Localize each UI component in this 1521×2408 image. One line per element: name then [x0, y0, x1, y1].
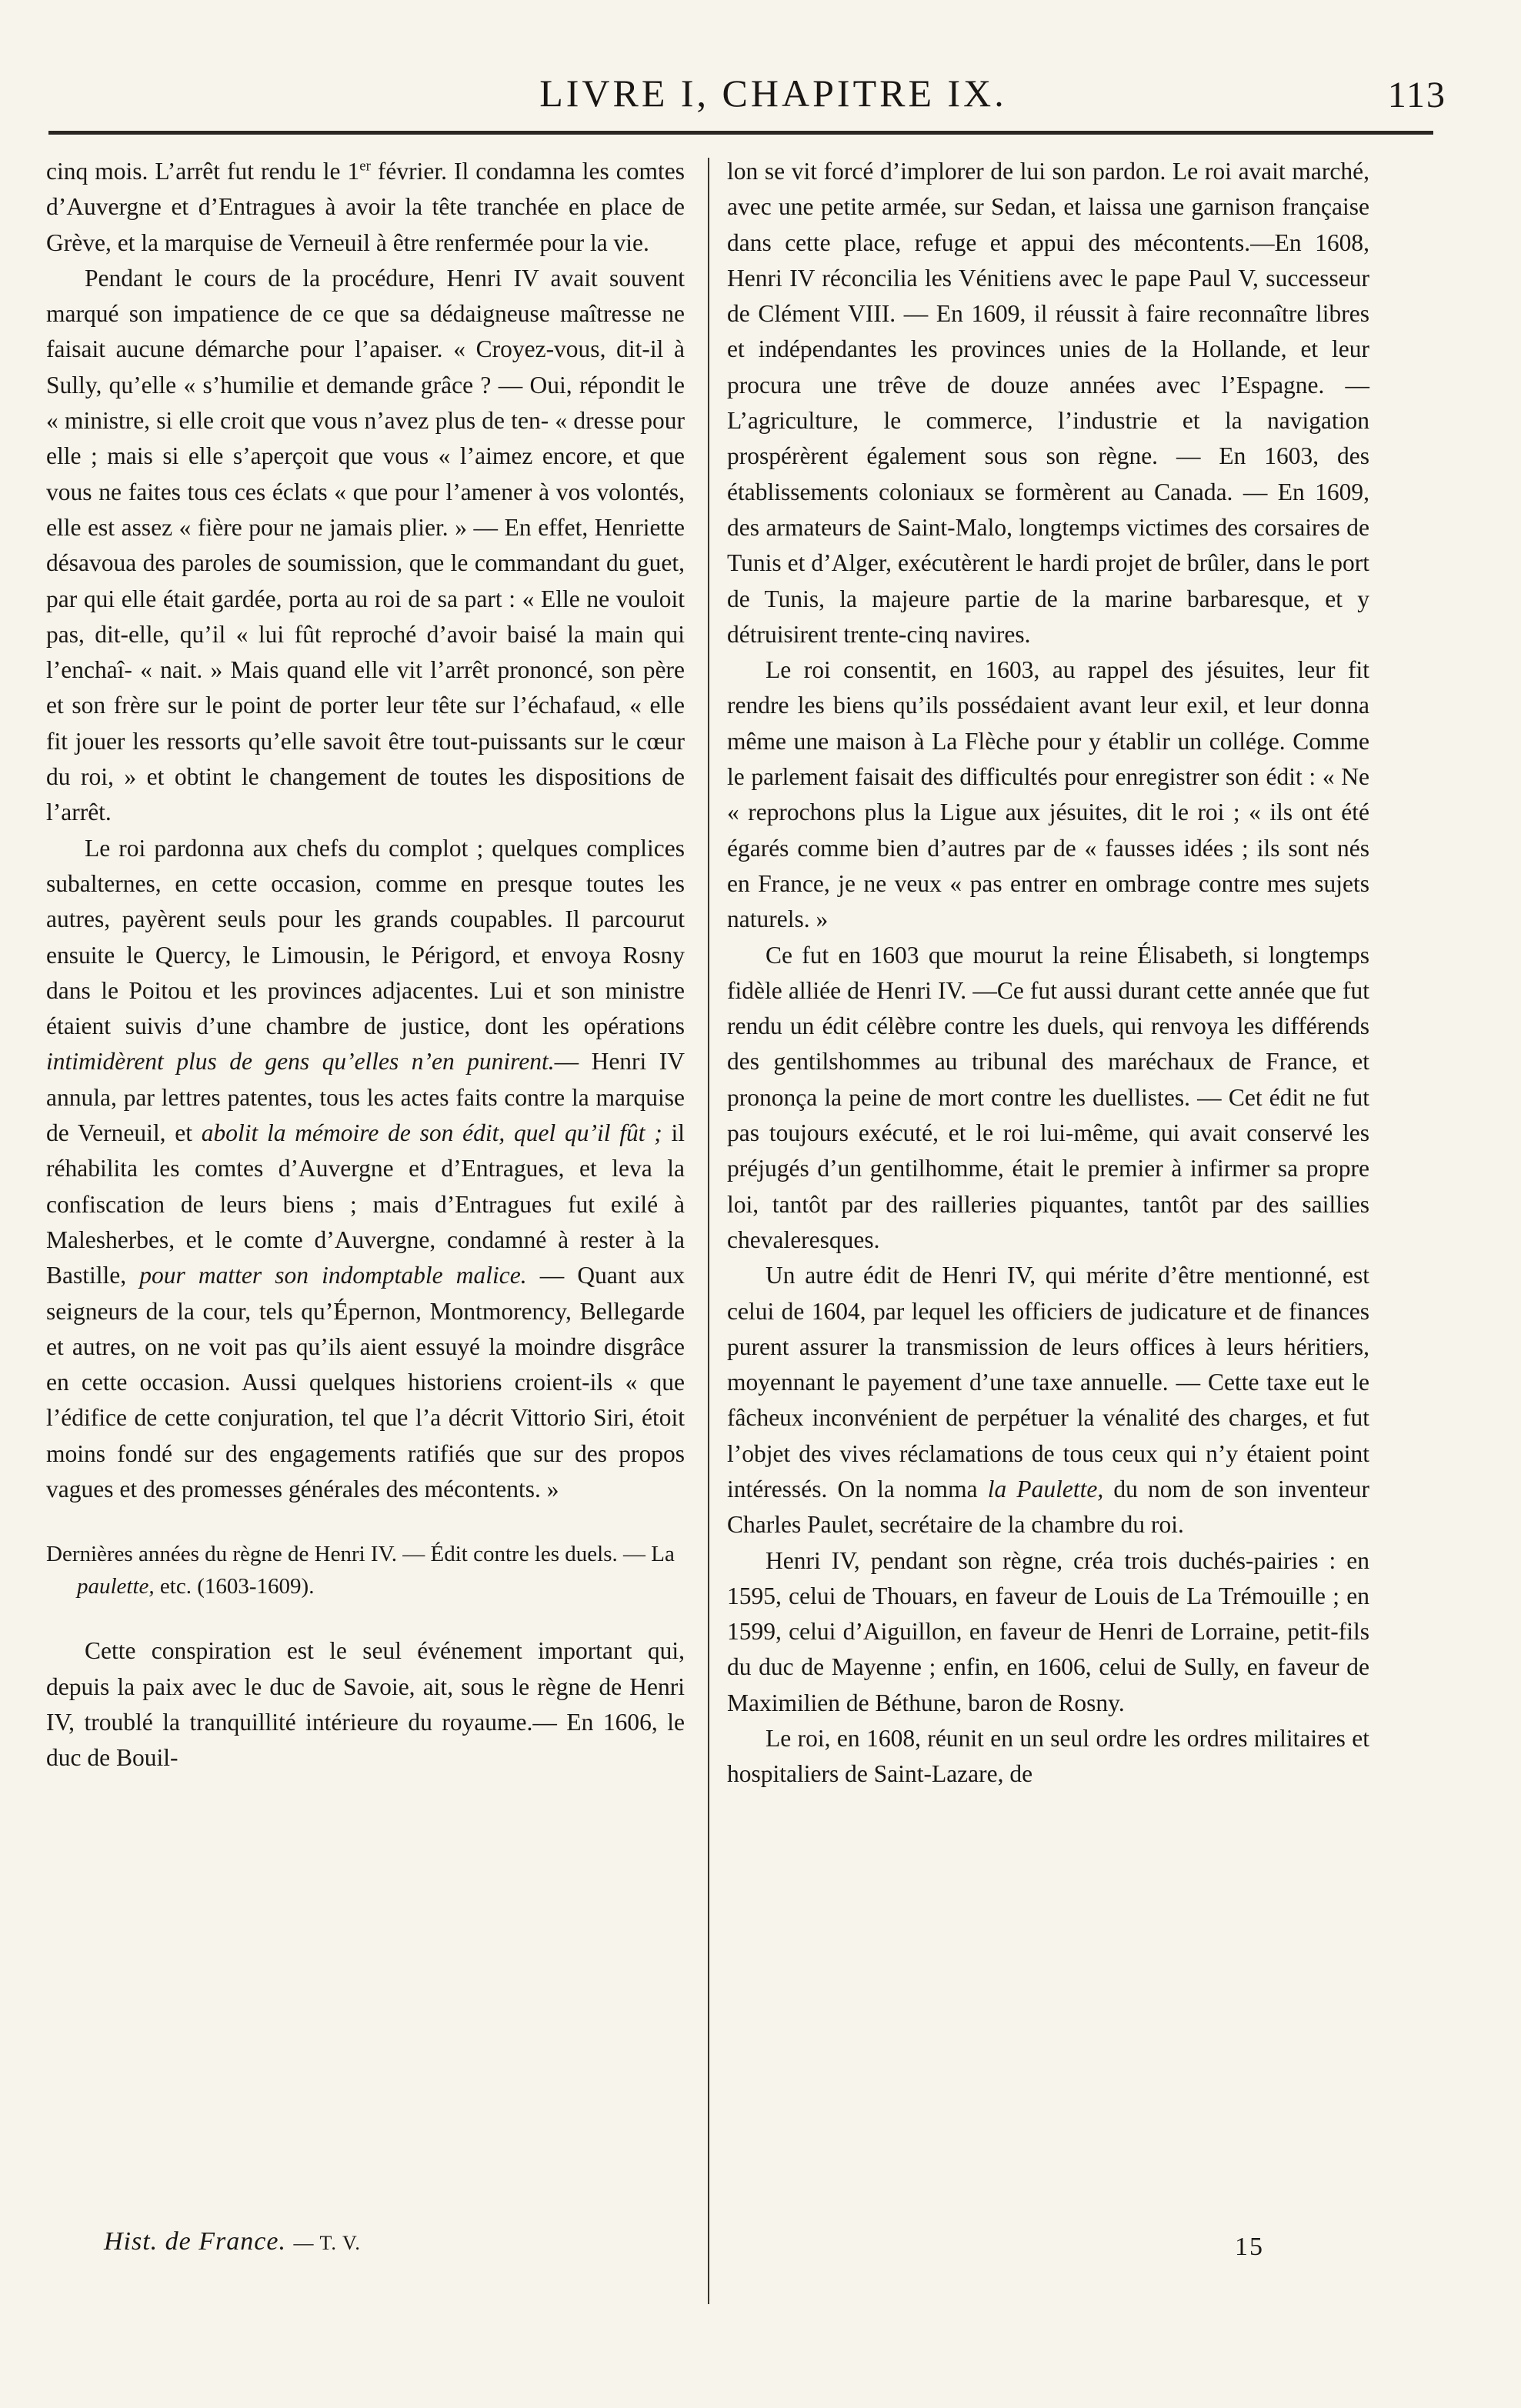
paragraph: Le roi pardonna aux chefs du complot ; quelques complices subalternes, en cette occasion, comme en presque toutes les autres, payèrent seuls pour les grands coupables. Il parcourut ensuite le Quercy, le Limousin, le Périgord, et envoya Rosny dans le Poitou et les provinces adjacentes. Lui et son ministre étaient suivis d’une chambre de justice, dont les opérations intimidèrent plus de gens qu’elles n’en punirent.— Henri IV annula, par lettres patentes, tous les actes faits contre la marquise de Verneuil, et abolit la mémoire de son édit, quel qu’il fût ; il réhabilita les comtes d’Auvergne et d’Entragues, et leva la confiscation de leurs biens ; mais d’Entragues fut exilé à Malesherbes, et le comte d’Auvergne, condamné à rester à la Bastille, pour matter son indomptable malice. — Quant aux seigneurs de la cour, tels qu’Épernon, Montmorency, Bellegarde et autres, on ne voit pas qu’ils aient essuyé la moindre disgrâce en cette occasion. Aussi quelques historiens croient-ils « que l’édifice de cette conjuration, tel que l’a décrit Vittorio Siri, étoit moins fondé sur des engagements ratifiés que sur des propos vagues et des promesses générales des mécontents. »	[46, 834, 685, 1502]
paragraph: Le roi, en 1608, réunit en un seul ordre les ordres militaires et hospitaliers de Saint-Lazare, de	[727, 1725, 1369, 1788]
paragraph: Cette conspiration est le seul événement important qui, depuis la paix avec le duc de Savoie, ait, sous le règne de Henri IV, troublé la tranquillité intérieure du royaume.— En 1606, le duc de Bouil-	[46, 1637, 685, 1772]
signature-mark: 15	[1235, 2233, 1264, 2261]
paragraph: Henri IV, pendant son règne, créa trois duchés-pairies : en 1595, celui de Thouars, en faveur de Louis de La Trémouille ; en 1599, celui d’Aiguillon, en faveur de Henri de Lorraine, petit-fils du duc de Mayenne ; enfin, en 1606, celui de Sully, en faveur de Maximilien de Béthune, baron de Rosny.	[727, 1546, 1369, 1716]
section-heading: Dernières années du règne de Henri IV. — Édit contre les duels. — La paulette, etc. (1603-1609).	[46, 1542, 675, 1599]
paragraph: Ce fut en 1603 que mourut la reine Élisabeth, si longtemps fidèle alliée de Henri IV. —Ce fut aussi durant cette année que fut rendu un édit célèbre contre les duels, qui renvoya les différends des gentilshommes au tribunal des maréchaux de France, et prononça la peine de mort contre les duellistes. — Cet édit ne fut pas toujours exécuté, et le roi lui-même, qui avait conservé les préjugés d’un gentilhomme, était le premier à infirmer sa propre loi, tantôt par des railleries piquantes, tantôt par des saillies chevaleresques.	[727, 941, 1369, 1253]
left-column	[46, 154, 685, 1776]
column-rule	[708, 158, 709, 2304]
running-head	[46, 71, 1462, 125]
running-title: LIVRE I, CHAPITRE IX.	[539, 72, 1007, 115]
paragraph: lon se vit forcé d’implorer de lui son pardon. Le roi avait marché, avec une petite armée, sur Sedan, et laissa une garnison française dans cette place, refuge et appui des mécontents.—En 1608, Henri IV réconcilia les Vénitiens avec le pape Paul V, successeur de Clément VIII. — En 1609, il réussit à faire reconnaître libres et indépendantes les provinces unies de la Hollande, et leur procura une trêve de douze années avec l’Espagne. — L’agriculture, le commerce, l’industrie et la navigation prospérèrent également sous son règne. — En 1603, des établissements coloniaux se formèrent au Canada. — En 1609, des armateurs de Saint-Malo, longtemps victimes des corsaires de Tunis et d’Alger, exécutèrent le hardi projet de brûler, dans le port de Tunis, la majeure partie de la marine barbaresque, et y détruisirent trente-cinq navires.	[727, 158, 1369, 648]
footer-note: Hist. de France. — T. V.	[104, 2227, 361, 2256]
paragraph: Le roi consentit, en 1603, au rappel des jésuites, leur fit rendre les biens qu’ils possédaient avant leur exil, et leur donna même une maison à La Flèche pour y établir un collége. Comme le parlement faisait des difficultés pour enregistrer son édit : « Ne « reprochons plus la Ligue aux jésuites, dit le roi ; « ils ont été égarés comme bien d’autres par de « fausses idées ; ils sont nés en France, je ne veux « pas entrer en ombrage contre mes sujets naturels. »	[727, 656, 1369, 933]
right-column	[727, 154, 1369, 1793]
page-number: 113	[1387, 75, 1446, 115]
paragraph: Un autre édit de Henri IV, qui mérite d’être mentionné, est celui de 1604, par lequel les officiers de judicature et de finances purent assurer la transmission de leurs offices à leurs héritiers, moyennant le payement d’une taxe annuelle. — Cette taxe eut le fâcheux inconvénient de perpétuer la vénalité des charges, et fut l’objet des vives réclamations de tous ceux qui n’y étaient point intéressés. On la nomma la Paulette, du nom de son inventeur Charles Paulet, secrétaire de la chambre du roi.	[727, 1262, 1369, 1539]
paragraph: cinq mois. L’arrêt fut rendu le 1er février. Il condamna les comtes d’Auvergne et d’Entragues à avoir la tête tranchée en place de Grève, et la marquise de Verneuil à être renfermée pour la vie.	[46, 158, 685, 256]
header-rule	[48, 131, 1433, 135]
paragraph: Pendant le cours de la procédure, Henri IV avait souvent marqué son impatience de ce que sa dédaigneuse maîtresse ne faisait aucune démarche pour l’apaiser. « Croyez-vous, dit-il à Sully, qu’elle « s’humilie et demande grâce ? — Oui, répondit le « ministre, si elle croit que vous n’avez plus de ten- « dresse pour elle ; mais si elle s’aperçoit que vous « l’aimez encore, et que vous ne faites tous ces éclats « que pour l’amener à vos volontés, elle est assez « fière pour ne jamais plier. » — En effet, Henriette désavoua des paroles de soumission, que le commandant du guet, par qui elle était gardée, porta au roi de sa part : « Elle ne vouloit pas, dit-elle, qu’il « lui fût reproché d’avoir baisé la main qui l’enchaî- « nait. » Mais quand elle vit l’arrêt prononcé, son père et son frère sur le point de porter leur tête sur l’échafaud, « elle fit jouer les ressorts qu’elle savoit être tout-puissants sur le cœur du roi, » et obtint le changement de toutes les dispositions de l’arrêt.	[46, 264, 685, 826]
